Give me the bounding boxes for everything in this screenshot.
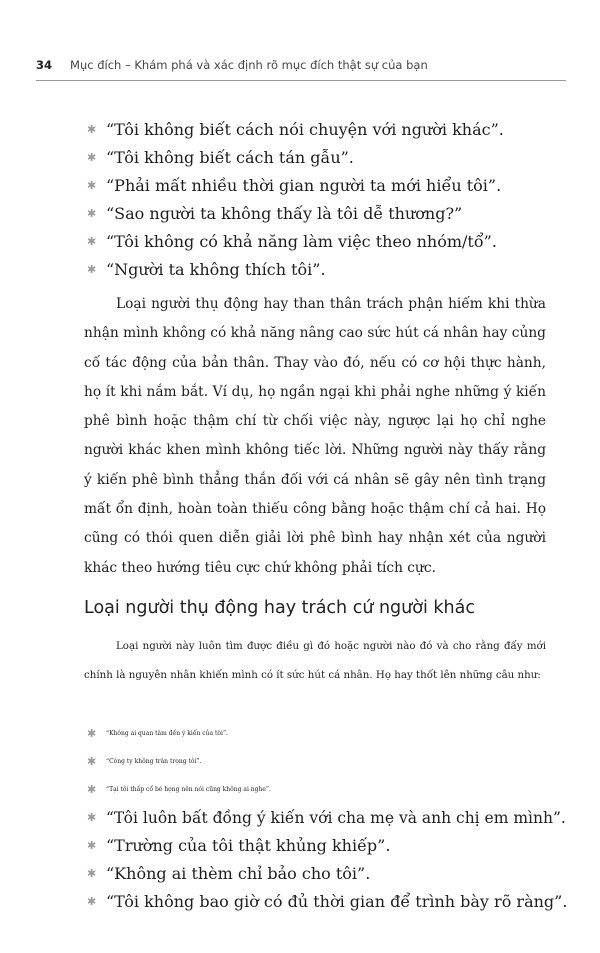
list-item: ✱ “Công ty không trân trọng tôi”.	[84, 748, 567, 776]
list-item: ✱ “Tôi không bao giờ có đủ thời gian để trình bày rõ ràng”.	[84, 888, 567, 916]
list-item: ✱ “Không ai quan tâm đến ý kiến của tôi”.	[84, 720, 567, 748]
bullet-icon: ✱	[87, 123, 97, 136]
bullet-icon: ✱	[87, 263, 97, 276]
section-heading: Loại người thụ động hay trách cứ người khác	[84, 598, 475, 618]
bullet-icon: ✱	[87, 839, 97, 852]
bullet-icon: ✱	[87, 727, 97, 740]
body-paragraph-2: Loại người này luôn tìm được điều gì đó hoặc người nào đó và cho rằng đấy mới chính là nguyên nhân khiến mình có ít sức hút cá nhân. Họ hay thốt lên những câu như:	[84, 640, 546, 682]
list-item: ✱ “Phải mất nhiều thời gian người ta mới hiểu tôi”.	[84, 172, 504, 200]
bullet-icon: ✱	[87, 151, 97, 164]
list-item: ✱ “Người ta không thích tôi”.	[84, 256, 504, 284]
running-header	[36, 58, 566, 81]
list-item: ✱ “Không ai thèm chỉ bảo cho tôi”.	[84, 860, 567, 888]
bullet-icon: ✱	[87, 811, 97, 824]
bullet-icon: ✱	[87, 783, 97, 796]
list-item: ✱ “Tại tôi thấp cổ bé họng nên nói cũng không ai nghe”.	[84, 776, 567, 804]
list-item: ✱ “Sao người ta không thấy là tôi dễ thương?”	[84, 200, 504, 228]
bullet-icon: ✱	[87, 179, 97, 192]
running-title: Mục đích – Khám phá và xác định rõ mục đích thật sự của bạn	[70, 58, 428, 72]
list-item: ✱ “Tôi không biết cách tán gẫu”.	[84, 144, 504, 172]
bullet-icon: ✱	[87, 895, 97, 908]
body-paragraph-1: Loại người thụ động hay than thân trách phận hiếm khi thừa nhận mình không có khả năng nâng cao sức hút cá nhân hay củng cố tác động của bản thân. Thay vào đó, nếu có cơ hội thực hành, họ ít khi nắm bắt. Ví dụ, họ ngần ngại khi phải nghe những ý kiến phê bình hoặc thậm chí từ chối việc này, ngược lại họ chỉ nghe người khác khen mình không tiếc lời. Những người này thấy rằng ý kiến phê bình thẳng thắn đối với cá nhân sẽ gây nên tình trạng mất ổn định, hoàn toàn thiếu công bằng hoặc thậm chí cả hai. Họ cũng có thói quen diễn giải lời phê bình hay nhận xét của người khác theo hướng tiêu cực chứ không phải tích cực.	[84, 296, 546, 576]
bullet-icon: ✱	[87, 235, 97, 248]
quote-list-1	[84, 116, 504, 284]
bullet-icon: ✱	[87, 867, 97, 880]
bullet-icon: ✱	[87, 755, 97, 768]
bullet-icon: ✱	[87, 207, 97, 220]
list-item: ✱ “Tôi không có khả năng làm việc theo nhóm/tổ”.	[84, 228, 504, 256]
list-item: ✱ “Tôi luôn bất đồng ý kiến với cha mẹ và anh chị em mình”.	[84, 804, 567, 832]
list-item: ✱ “Trường của tôi thật khủng khiếp”.	[84, 832, 567, 860]
page-number: 34	[36, 58, 53, 72]
quote-list-2	[84, 720, 567, 916]
list-item: ✱ “Tôi không biết cách nói chuyện với người khác”.	[84, 116, 504, 144]
